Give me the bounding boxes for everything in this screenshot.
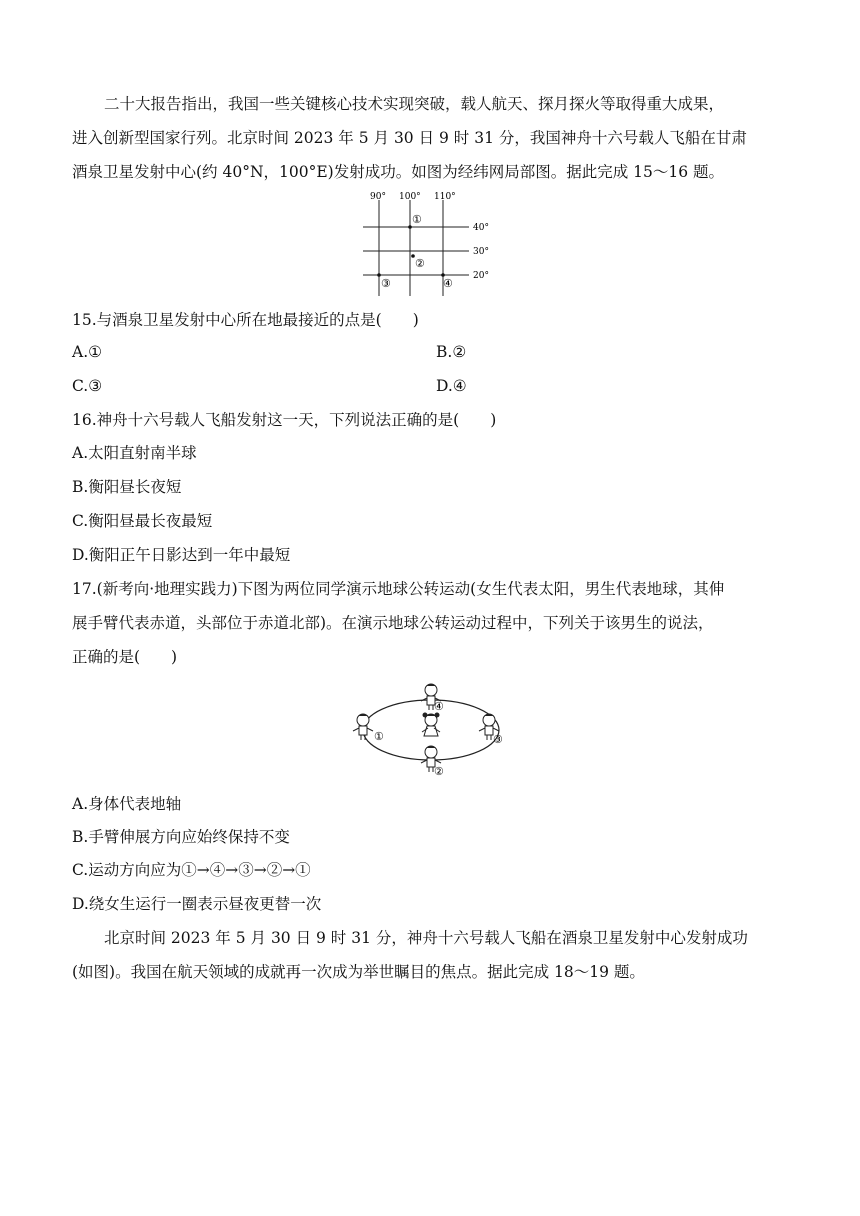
question-15-stem: 15.与酒泉卫星发射中心所在地最接近的点是( ) xyxy=(72,311,419,329)
question-17-stem-line: 展手臂代表赤道，头部位于赤道北部)。在演示地球公转运动过程中，下列关于该男生的说法， xyxy=(72,614,714,632)
q17-option-a[interactable]: A.身体代表地轴 xyxy=(72,795,182,813)
q17-option-d[interactable]: D.绕女生运行一圈表示昼夜更替一次 xyxy=(72,895,322,913)
q17-option-c[interactable]: C.运动方向应为①→④→③→②→① xyxy=(72,861,311,879)
question-16-stem: 16.神舟十六号载人飞船发射这一天，下列说法正确的是( ) xyxy=(72,411,497,429)
lat-label: 40° xyxy=(473,223,489,233)
lat-label: 30° xyxy=(473,247,489,257)
q16-option-c[interactable]: C.衡阳昼最长夜最短 xyxy=(72,512,213,530)
intro-paragraph-line: 进入创新型国家行列。北京时间 2023 年 5 月 30 日 9 时 31 分，我国神舟十六号载人飞船在甘肃 xyxy=(72,129,747,147)
lon-label: 110° xyxy=(434,192,456,202)
position-label: ③ xyxy=(493,733,503,746)
lat-lon-grid-figure xyxy=(355,188,505,296)
point-label: ② xyxy=(415,257,425,270)
girl-figure-center xyxy=(422,713,440,737)
point-label: ④ xyxy=(443,277,453,290)
intro-paragraph-line: 酒泉卫星发射中心(约 40°N，100°E)发射成功。如图为经纬网局部图。据此完成 15～16 题。 xyxy=(72,163,725,181)
question-17-stem-line: 正确的是( ) xyxy=(72,648,178,666)
q15-option-d[interactable]: D.④ xyxy=(436,377,467,395)
point-label: ① xyxy=(412,213,422,226)
position-label: ① xyxy=(374,730,384,743)
position-label: ② xyxy=(434,765,444,778)
q15-option-a[interactable]: A.① xyxy=(72,343,103,361)
q16-option-d[interactable]: D.衡阳正午日影达到一年中最短 xyxy=(72,546,291,564)
q16-option-b[interactable]: B.衡阳昼长夜短 xyxy=(72,478,182,496)
boy-figure-1 xyxy=(353,714,373,740)
q16-option-a[interactable]: A.太阳直射南半球 xyxy=(72,444,197,462)
intro-paragraph-line: 二十大报告指出，我国一些关键核心技术实现突破，载人航天、探月探火等取得重大成果， xyxy=(104,95,725,113)
intro-paragraph-2-line: (如图)。我国在航天领域的成就再一次成为举世瞩目的焦点。据此完成 18～19 题。 xyxy=(72,963,645,981)
q15-option-b[interactable]: B.② xyxy=(436,343,467,361)
intro-paragraph-2-line: 北京时间 2023 年 5 月 30 日 9 时 31 分，神舟十六号载人飞船在酒泉卫星发射中心发射成功 xyxy=(104,929,748,947)
q15-option-c[interactable]: C.③ xyxy=(72,377,103,395)
lat-label: 20° xyxy=(473,271,489,281)
point-label: ③ xyxy=(381,277,391,290)
lon-label: 90° xyxy=(370,192,386,202)
position-label: ④ xyxy=(434,700,444,713)
lon-label: 100° xyxy=(399,192,421,202)
q17-option-b[interactable]: B.手臂伸展方向应始终保持不变 xyxy=(72,828,290,846)
orbit-demonstration-figure xyxy=(350,680,515,780)
question-17-stem-line: 17.(新考向·地理实践力)下图为两位同学演示地球公转运动(女生代表太阳，男生代表地球，其伸 xyxy=(72,580,725,598)
